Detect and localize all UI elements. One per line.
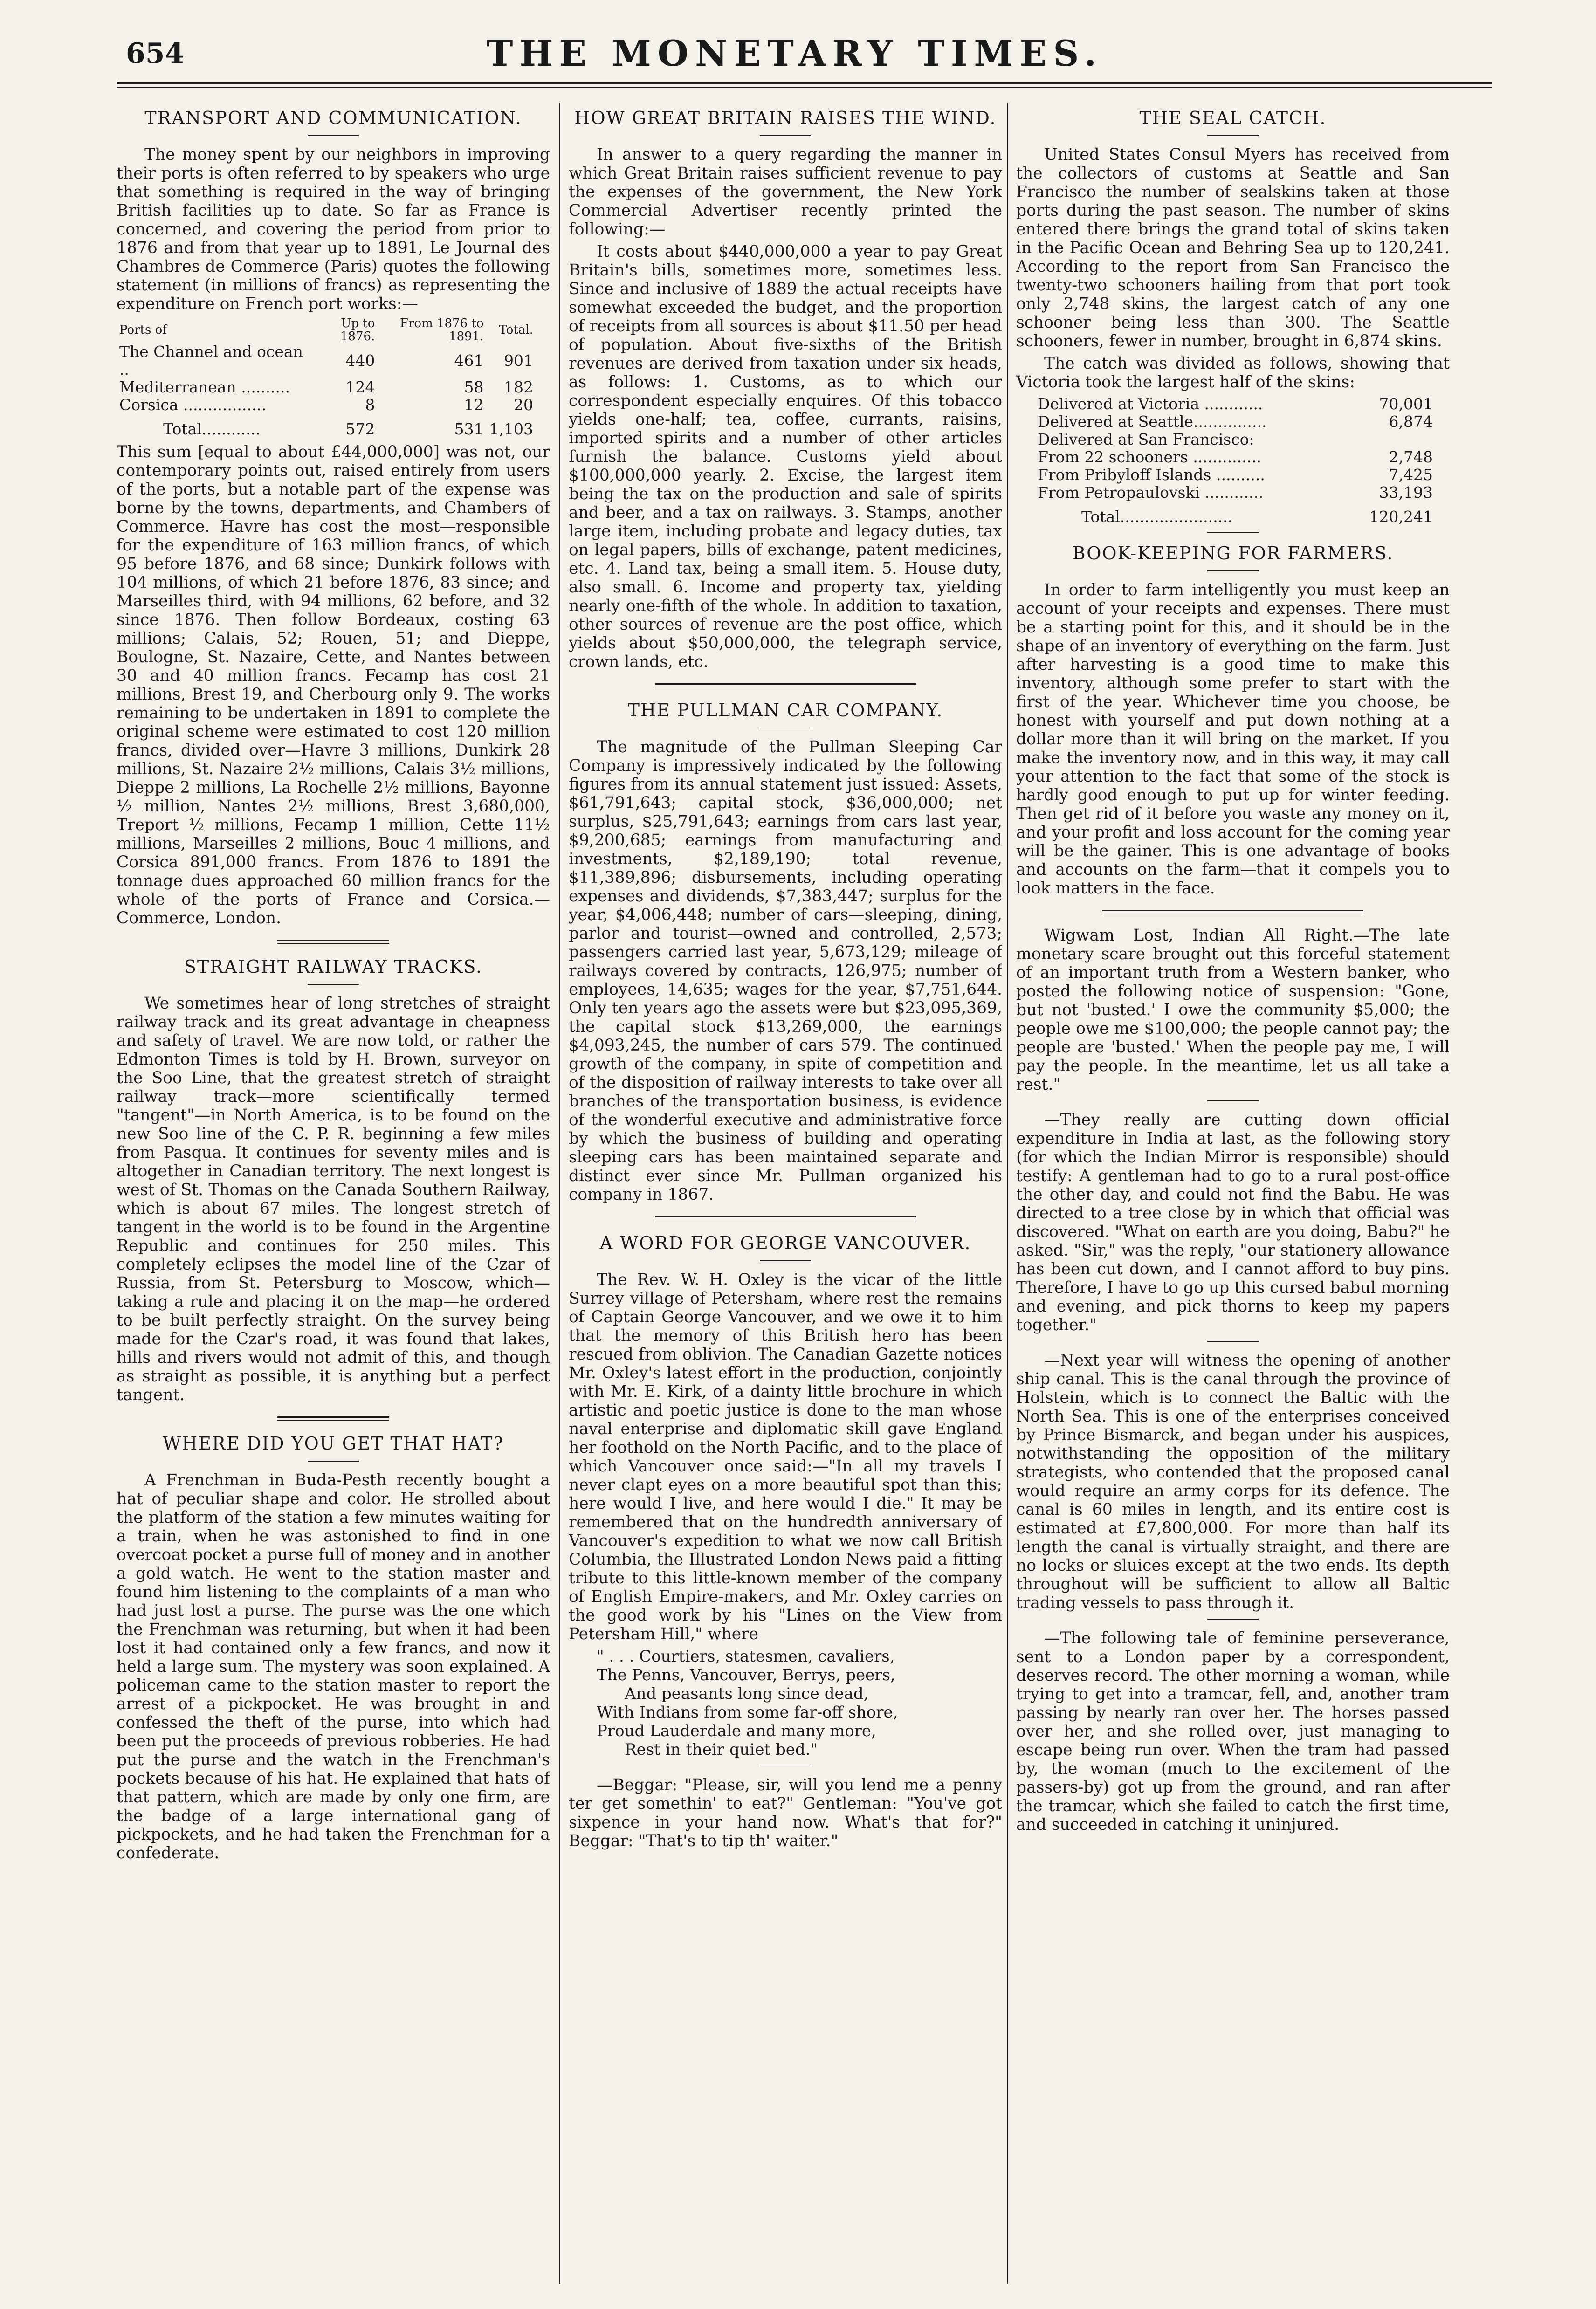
title-dash — [760, 135, 811, 136]
page-header — [89, 28, 1501, 84]
title-dash — [308, 135, 359, 136]
table-cell: 182 — [504, 378, 533, 396]
article-title-farmers: BOOK-KEEPING FOR FARMERS. — [1072, 543, 1394, 564]
table-header: Up to 1876. — [340, 316, 375, 344]
beggar-paragraph: —Beggar: "Please, sir, will you lend me a penny ter get somethin' to eat?" Gentleman: "You've got sixpence in your hand now. What's that for?" Beggar: "That's to tip th' waiter." — [569, 1776, 1002, 1850]
table-cell: 120,241 — [1369, 508, 1433, 526]
column-1 — [117, 103, 550, 2284]
table-row — [1035, 466, 1436, 484]
table-cell: 124 — [345, 378, 375, 396]
article-separator — [655, 683, 916, 687]
table-header: Total. — [499, 323, 533, 337]
table-row — [1035, 431, 1436, 448]
canal-paragraph: —Next year will witness the opening of another ship canal. This is the canal through the province of Holstein, which is to connect the Baltic with the North Sea. This is one of the enterprises conceived by Prince Bismarck, and began under his auspices, notwithstanding the opposition of the military strategists, who contended that the proposed canal would require an army corps for its defence. The canal is 60 miles in length, and its entire cost is estimated at £7,800,000. For more than half its length the canal is virtually straight, and there are no locks or sluices except at the two ends. Its depth throughout will be sufficient to allow all Baltic trading vessels to pass through it. — [1016, 1351, 1450, 1612]
poem-line: Rest in their quiet bed." — [625, 1740, 818, 1759]
table-row — [1035, 395, 1436, 413]
article-separator — [1102, 910, 1363, 914]
table-cell: 461 — [454, 351, 484, 370]
table-cell: 58 — [464, 378, 484, 396]
table-cell: Total............ — [163, 420, 261, 438]
table-total-row — [117, 414, 536, 438]
seal-paragraph: The catch was divided as follows, showing that Victoria took the largest half of the skins: — [1016, 354, 1450, 392]
table-cell: Total....................... — [1081, 508, 1233, 526]
table-cell: 7,425 — [1389, 466, 1433, 484]
table-cell: 12 — [464, 396, 484, 414]
farmers-paragraph: In order to farm intelligently you must keep an account of your receipts and expenses. There must be a starting point for this, and it should be in the shape of an inventory of everything on the farm. Just after harvesting is a good time to make this inventory, although some prefer to start with the first of the year. Whichever time you choose, be honest with yourself and put down nothing at a dollar more than it will bring on the market. If you make the inventory now, and in this way, it may call your attention to the fact that some of the stock is hardly good enough to put up for winter feeding. Then get rid of it before you waste any money on it, and your profit and loss account for the coming year will be the gainer. This is one advantage of books and accounts on the farm—that it compels you to look matters in the face. — [1016, 581, 1450, 898]
header-rule — [117, 82, 1492, 88]
railway-paragraph: We sometimes hear of long stretches of straight railway track and its great advantage in cheapness and safety of travel. We are now told, or rather the Edmonton Times is told by H. Brown, surveyor on the Soo Line, that the greatest stretch of straight railway track—more scientifically termed "tangent"—in North America, is to be found on the new Soo line of the C. P. R. beginning a few miles from Pasqua. It continues for seventy miles and is altogether in Canadian territory. The next longest is west of St. Thomas on the Canada Southern Railway, which is about 67 miles. The longest stretch of tangent in the world is to be found in the Argentine Republic and continues for 250 miles. This completely eclipses the model line of the Czar of Russia, from St. Petersburg to Moscow, which—taking a rule and placing it on the map—he ordered to be built perfectly straight. On the survey being made for the Czar's road, it was found that lakes, hills and rivers would not admit of this, and though as straight as possible, it is anything but a perfect tangent. — [117, 994, 550, 1404]
article-title-hat: WHERE DID YOU GET THAT HAT? — [163, 1433, 504, 1454]
table-cell: 6,874 — [1389, 412, 1433, 431]
table-cell: Mediterranean .......... — [119, 378, 290, 396]
poem-excerpt — [597, 1647, 1002, 1759]
table-header: Ports of — [119, 323, 167, 337]
poem-line: Proud Lauderdale and many more, — [597, 1722, 876, 1740]
article-title-pullman: THE PULLMAN CAR COMPANY. — [627, 700, 943, 721]
table-row — [117, 396, 536, 414]
poem-line: With Indians from some far-off shore, — [597, 1703, 898, 1722]
table-cell: 70,001 — [1379, 395, 1433, 413]
pullman-paragraph: The magnitude of the Pullman Sleeping Car Company is impressively indicated by the following figures from its annual statement just issued: Assets, $61,791,643; capital stock, $36,000,000; net surplus, $25,791,643; earnings from cars last year, $9,200,685; earnings from manufacturing and investments, $2,189,190; total revenue, $11,389,896; disbursements, including operating expenses and dividends, $7,383,447; surplus for the year, $4,006,448; number of cars—sleeping, dining, parlor and tourist—owned and controlled, 2,573; passengers carried last year, 5,673,129; mileage of railways covered by contracts, 126,975; number of employees, 14,635; wages for the year, $7,751,644. Only ten years ago the assets were but $23,095,369, the capital stock $13,269,000, the earnings $4,093,245, the number of cars 579. The continued growth of the company, in spite of competition and of the disposition of railway interests to take over all branches of the transportation business, is evidence of the wonderful executive and administrative force by which the business of building and operating sleeping cars has been maintained separate and distinct ever since Mr. Pullman organized his company in 1867. — [569, 738, 1002, 1204]
article-separator — [655, 1216, 916, 1220]
table-cell: From Petropaulovski ............ — [1038, 483, 1264, 502]
transport-paragraph: This sum [equal to about £44,000,000] was not, our contemporary points out, raised entirely from users of the ports, but a notable part of the expense was borne by the towns, departments, and Chambers of Commerce. Havre has cost the most—responsible for the expenditure of 163 million francs, of which 95 before 1876, and 68 since; Dunkirk follows with 104 millions, of which 21 before 1876, 83 since; and Marseilles third, with 94 millions, 62 before, and 32 since 1876. Then follow Bordeaux, costing 63 millions; Calais, 52; Rouen, 51; and Dieppe, Boulogne, St. Nazaire, Cette, and Nantes between 30 and 40 million francs. Fecamp has cost 21 millions, Brest 19, and Cherbourg only 9. The works remaining to be undertaken in 1891 to complete the original scheme were estimated to cost 120 million francs, divided over—Havre 3 millions, Dunkirk 28 millions, St. Nazaire 2½ millions, Calais 3½ millions, Dieppe 2 millions, La Rochelle 2½ millions, Bayonne ½ million, Nantes 2½ millions, Brest 3,680,000, Treport ½ millions, Fecamp 1 million, Cette 11½ millions, Marseilles 2 millions, Bouc 4 millions, and Corsica 891,000 francs. From 1876 to 1891 the tonnage dues approached 60 million francs for the whole of the ports of France and Corsica.—Commerce, London. — [117, 443, 550, 928]
poem-line: And peasants long since dead, — [625, 1684, 869, 1703]
table-cell: The Channel and ocean .. — [119, 343, 303, 378]
article-title-seal: THE SEAL CATCH. — [1139, 108, 1327, 128]
wind-paragraph: In answer to a query regarding the manner in which Great Britain raises sufficient revenue to pay the expenses of the government, the New York Commercial Advertiser recently printed the following:— — [569, 145, 1002, 239]
column-divider — [1007, 103, 1008, 2284]
poem-line: " . . . Courtiers, statesmen, cavaliers, — [597, 1647, 895, 1666]
table-header-row — [117, 317, 536, 343]
title-dash — [308, 984, 359, 985]
table-row — [1035, 448, 1436, 466]
newspaper-page — [89, 28, 1501, 2284]
column-divider — [559, 103, 560, 2284]
masthead: THE MONETARY TIMES. — [486, 33, 1103, 74]
port-expenditure-table — [117, 317, 536, 438]
article-separator — [277, 1416, 389, 1421]
table-cell: From 22 schooners .............. — [1038, 448, 1262, 466]
column-3 — [1016, 103, 1450, 2284]
table-cell: 8 — [365, 396, 375, 414]
table-total-row — [1035, 502, 1436, 526]
table-header: From 1876 to 1891. — [399, 316, 484, 344]
india-paragraph: —They really are cutting down official expenditure in India at last, as the following story (for which the Indian Mirror is responsible) should testify: A gentleman had to go to a rural post-office the other day, and could not find the Babu. He was directed to a tree close by in which that official was discovered. "What on earth are you doing, Babu?" he asked. "Sir," was the reply, "our stationery allowance has been cut down, and I cannot afford to buy pins. Therefore, I have to go up this cursed babul morning and evening, and pick thorns to keep my papers together." — [1016, 1111, 1450, 1334]
article-title-vancouver: A WORD FOR GEORGE VANCOUVER. — [599, 1233, 971, 1253]
article-title-wind: HOW GREAT BRITAIN RAISES THE WIND. — [574, 108, 997, 128]
title-dash — [1207, 532, 1259, 533]
poem-line: The Penns, Vancouver, Berrys, peers, — [597, 1666, 895, 1684]
table-row — [117, 378, 536, 396]
wind-paragraph: It costs about $440,000,000 a year to pay Great Britain's bills, sometimes more, sometimes less. Since and inclusive of 1889 the actual receipts have somewhat exceeded the budget, and the proportion of receipts from all sources is about $11.50 per head of population. About five-sixths of the British revenues are derived from taxation under six heads, as follows: 1. Customs, as to which our correspondent especially enquires. Of this tobacco yields one-half; tea, coffee, currants, raisins, imported spirits and a number of other articles furnish the balance. Customs yield about $100,000,000 yearly. 2. Excise, the largest item being the tax on the production and sale of spirits and beer, and a tax on railways. 3. Stamps, another large item, including probate and legacy duties, tax on legal papers, bills of exchange, patent medicines, etc. 4. Land tax, being a small item. 5. House duty, also small. 6. Income and property tax, yielding nearly one-fifth of the whole. In addition to taxation, other sources of revenue are the post office, which yields about $50,000,000, the telegraph service, crown lands, etc. — [569, 242, 1002, 671]
table-row — [1035, 484, 1436, 502]
transport-paragraph: The money spent by our neighbors in improving their ports is often referred to by speakers who urge that something is required in the way of bringing British facilities up to date. So far as France is concerned, and covering the period from prior to 1876 and from that year up to 1891, Le Journal des Chambres de Commerce (Paris) quotes the following statement (in millions of francs) as representing the expenditure on French port works:— — [117, 145, 550, 313]
table-cell: Corsica ................. — [119, 396, 267, 414]
table-cell: 572 — [345, 420, 375, 438]
title-dash — [760, 1260, 811, 1261]
hat-paragraph: A Frenchman in Buda-Pesth recently bought a hat of peculiar shape and color. He strolled about the platform of the station a few minutes waiting for a train, when he was astonished to find in one overcoat pocket a purse full of money and in another a gold watch. He went to the station master and found him listening to the complaints of a man who had just lost a purse. The purse was the one which the Frenchman was returning, but when it had been lost it had contained only a few francs, and now it held a large sum. The mystery was soon explained. A policeman came to the station master to report the arrest of a pickpocket. He was brought in and confessed the theft of the purse, into which had been put the proceeds of previous robberies. He had put the purse and the watch in the Frenchman's pockets because of his hat. He explained that hats of that pattern, which are made by only one firm, are the badge of a large international gang of pickpockets, and he had taken the Frenchman for a confederate. — [117, 1471, 550, 1862]
table-cell — [1344, 431, 1436, 448]
table-cell: 440 — [345, 351, 375, 370]
article-separator — [277, 940, 389, 944]
title-dash — [1207, 570, 1259, 571]
article-title-transport: TRANSPORT AND COMMUNICATION. — [144, 108, 522, 128]
table-cell: 531 — [454, 420, 484, 438]
table-cell: Delivered at San Francisco: — [1038, 430, 1254, 448]
tramcar-paragraph: —The following tale of feminine perseverance, sent to a London paper by a correspondent, deserves record. The other morning a woman, while trying to get into a tramcar, fell, and, another tram passing by nearly ran over her. The horses passed over her, and she rolled over, just managing to escape being run over. When the tram had passed by, the woman (much to the excitement of the passers-by) got up from the ground, and ran after the tramcar, which she failed to catch the first time, and succeeded in catching it uninjured. — [1016, 1629, 1450, 1834]
table-cell: Delivered at Victoria ............ — [1038, 395, 1263, 413]
seal-paragraph: United States Consul Myers has received from the collectors of customs at Seattle and San Francisco the number of sealskins taken at those ports during the past season. The number of skins entered there brings the grand total of skins taken in the Pacific Ocean and Behring Sea up to 120,241. According to the report from San Francisco the twenty-two schooners hailing from that port took only 2,748 skins, the largest catch of any one schooner being less than 300. The Seattle schooners, fewer in number, brought in 6,874 skins. — [1016, 145, 1450, 350]
table-cell: From Pribyloff Islands .......... — [1038, 466, 1265, 484]
table-cell: 2,748 — [1389, 448, 1433, 466]
seal-catch-table — [1035, 395, 1436, 526]
title-dash — [308, 1461, 359, 1462]
title-dash — [1207, 1100, 1259, 1101]
title-dash — [1207, 135, 1259, 136]
vancouver-paragraph: The Rev. W. H. Oxley is the vicar of the little Surrey village of Petersham, where rest the remains of Captain George Vancouver, and we owe it to him that the memory of this British hero has been rescued from oblivion. The Canadian Gazette notices Mr. Oxley's latest effort in the production, conjointly with Mr. E. Kirk, of a dainty little brochure in which artistic and poetic justice is done to the man whose naval enterprise and diplomatic skill gave England her foothold on the North Pacific, and to the place of which Vancouver once said:—"In all my travels I never clapt eyes on a more beautiful spot than this; here would I live, and here would I die." It may be remembered that on the hundredth anniversary of Vancouver's expedition to what we now call British Columbia, the Illustrated London News paid a fitting tribute to this little-known member of the company of English Empire-makers, and Mr. Oxley carries on the good work by his "Lines on the View from Petersham Hill," where — [569, 1271, 1002, 1643]
table-row — [117, 343, 536, 378]
title-dash — [1207, 1341, 1259, 1342]
wigwam-paragraph: Wigwam Lost, Indian All Right.—The late monetary scare brought out this forceful statement of an important truth from a Western banker, who posted the following notice of suspension: "Gone, but not 'busted.' I owe the community $5,000; the people owe me $100,000; the people cannot pay; the people are 'busted.' When the people pay me, I will pay the people. In the meantime, let us all take a rest." — [1016, 926, 1450, 1094]
table-cell: Delivered at Seattle............... — [1038, 412, 1267, 431]
table-cell: 20 — [514, 396, 533, 414]
table-row — [1035, 413, 1436, 431]
table-cell: 1,103 — [489, 420, 533, 438]
table-cell: 33,193 — [1379, 483, 1433, 502]
table-cell: 901 — [504, 351, 533, 370]
article-title-railway: STRAIGHT RAILWAY TRACKS. — [184, 956, 483, 977]
title-dash — [1207, 1619, 1259, 1620]
column-2 — [569, 103, 1002, 2284]
page-number: 654 — [126, 37, 185, 70]
